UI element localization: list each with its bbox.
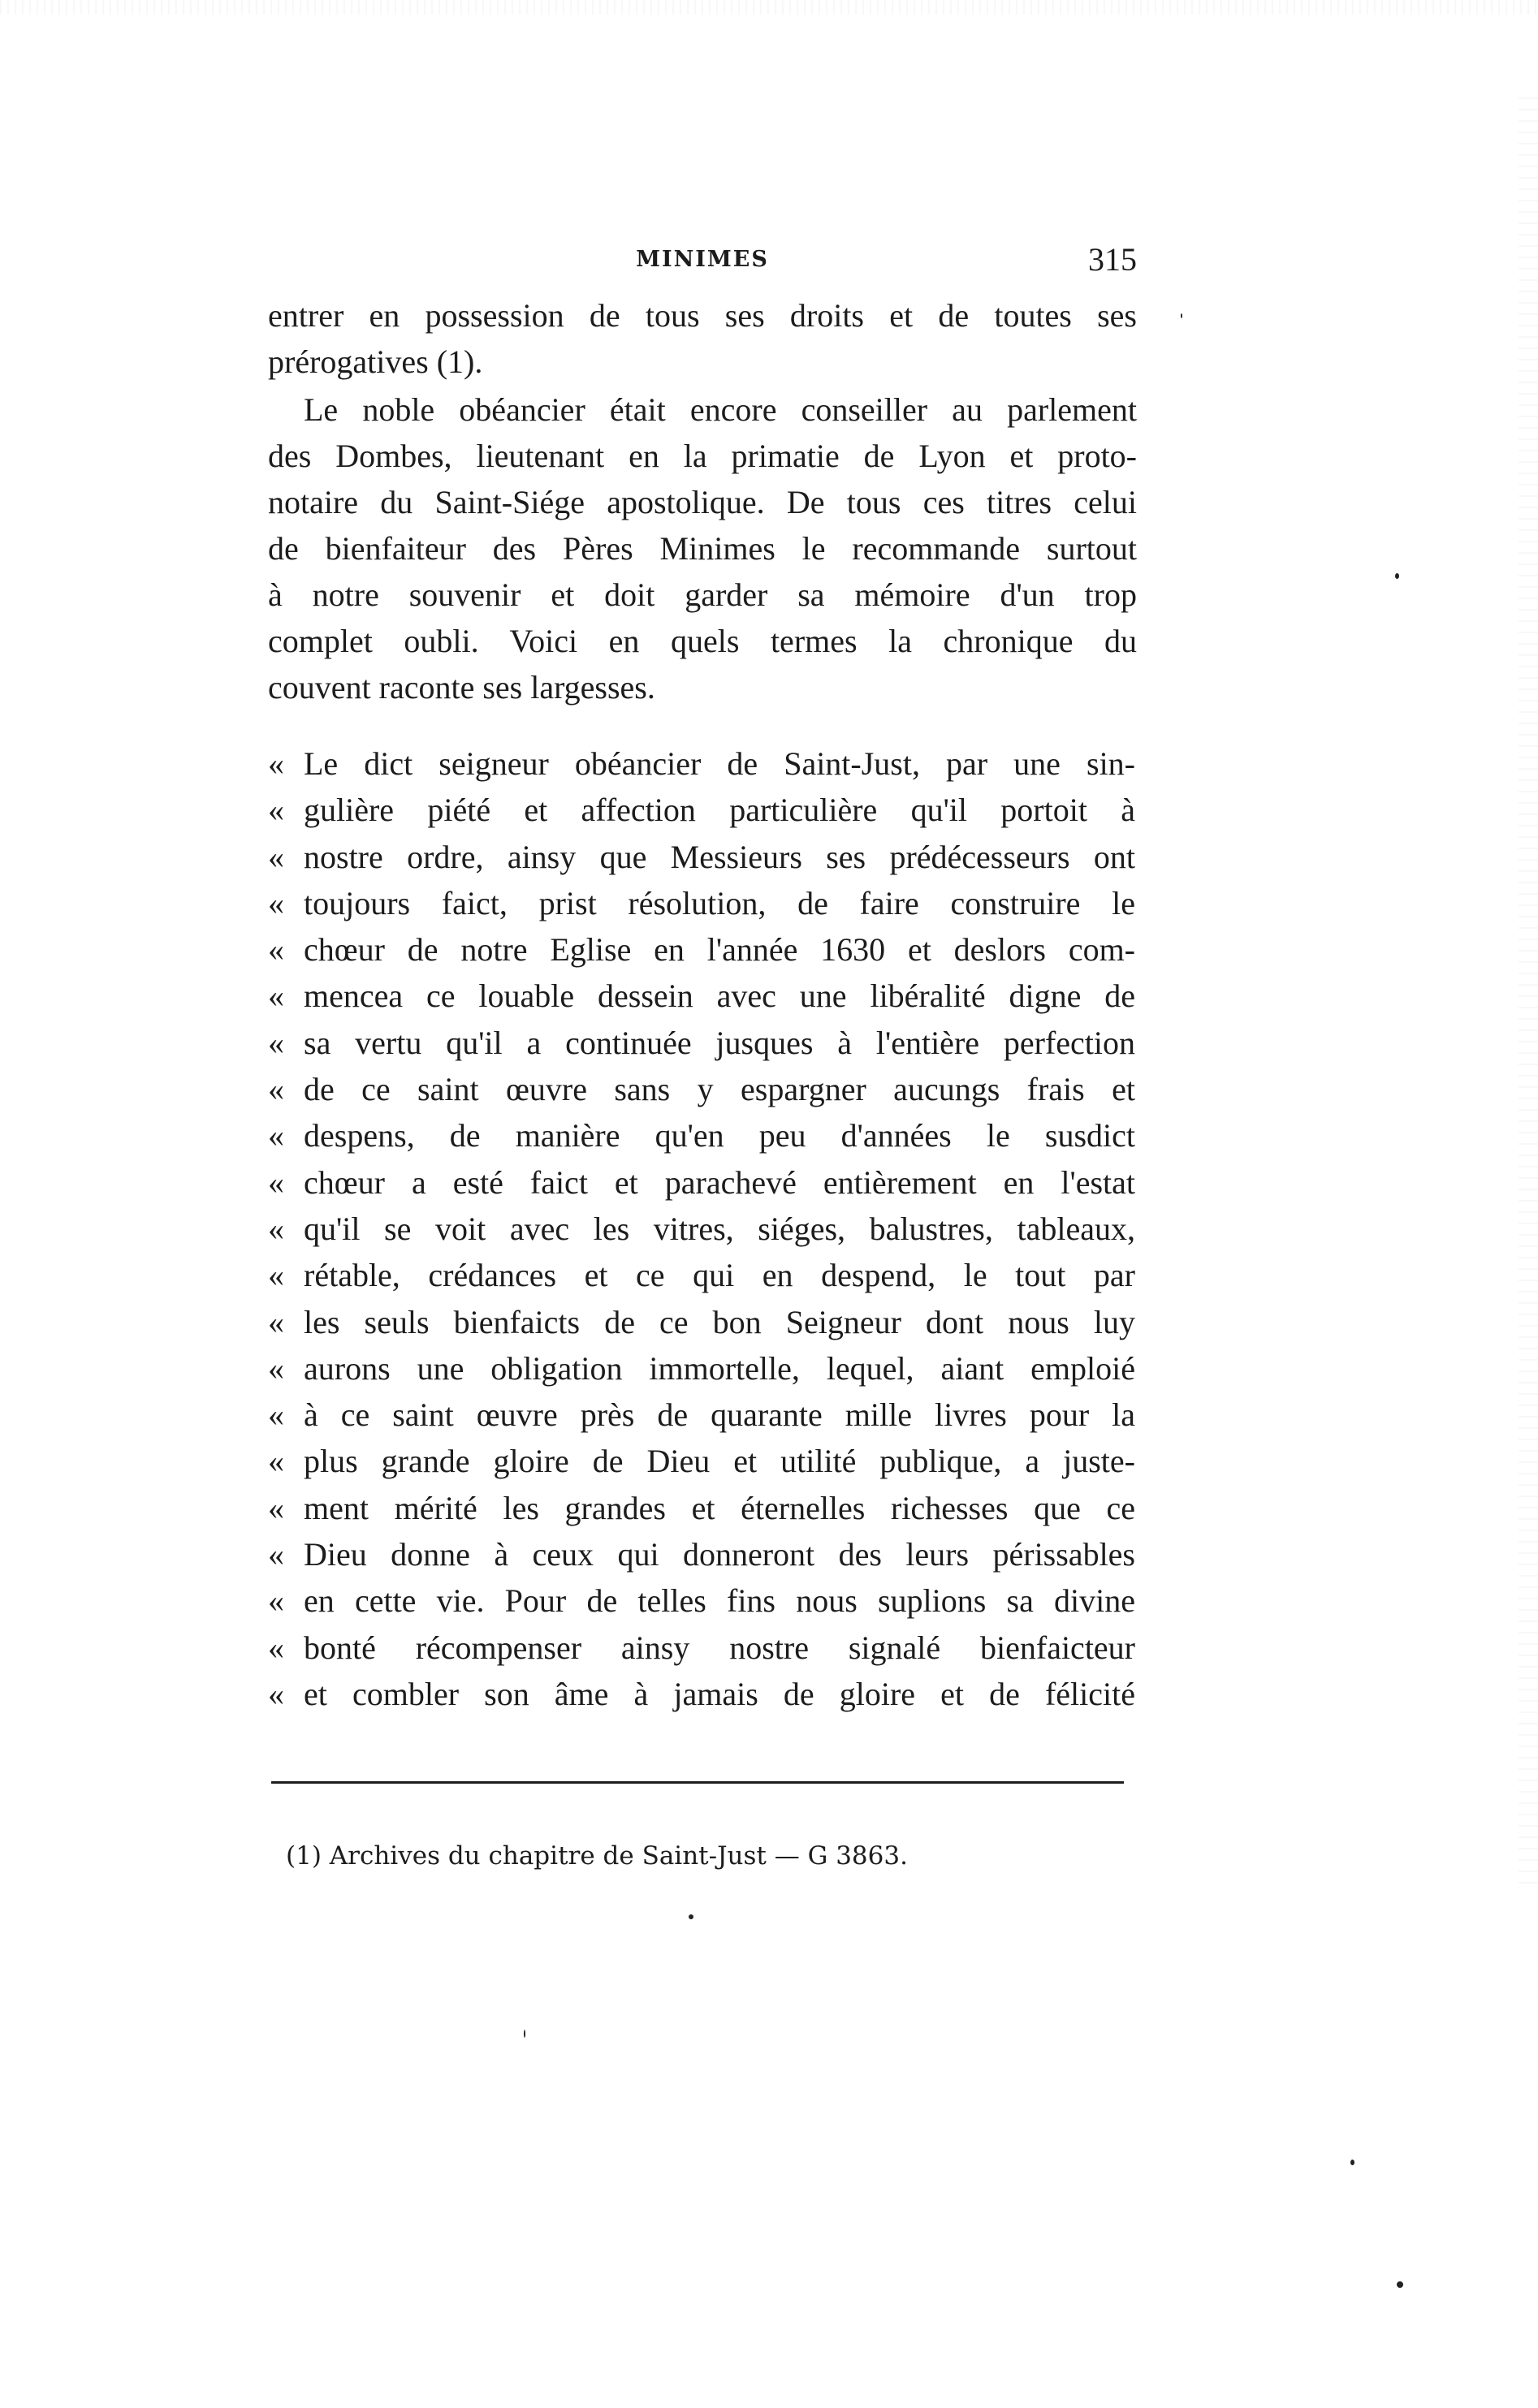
guillemet: « (268, 1396, 284, 1434)
quote-line (268, 740, 1137, 787)
quote-text: et combler son âme à jamais de gloire et de félicité (304, 1675, 1135, 1712)
quote-line (268, 1206, 1137, 1252)
text-line: prérogatives (1). (268, 343, 483, 380)
quote-line (268, 1438, 1137, 1484)
guillemet: « (268, 931, 284, 969)
text-line: de bienfaiteur des Pères Minimes le recommande surtout (268, 530, 1137, 567)
quote-text: Le dict seigneur obéancier de Saint-Just, par une sin- (304, 745, 1135, 782)
quote-line (268, 1066, 1137, 1112)
guillemet: « (268, 1582, 284, 1620)
quote-text: plus grande gloire de Dieu et utilité publique, a juste- (304, 1443, 1135, 1480)
guillemet: « (268, 1024, 284, 1061)
quotation-block (268, 740, 1137, 1717)
quote-text: de ce saint œuvre sans y espargner aucungs frais et (304, 1071, 1135, 1108)
quote-line (268, 1485, 1137, 1531)
quote-line (268, 1531, 1137, 1577)
quote-text: en cette vie. Pour de telles fins nous suplions sa divine (304, 1582, 1135, 1620)
quote-line (268, 1020, 1137, 1066)
guillemet: « (268, 838, 284, 875)
quote-text: chœur a esté faict et parachevé entièrement en l'estat (304, 1163, 1135, 1201)
guillemet: « (268, 1210, 284, 1247)
quote-text: rétable, crédances et ce qui en despend, le tout par (304, 1257, 1135, 1294)
quote-text: nostre ordre, ainsy que Messieurs ses prédécesseurs ont (304, 838, 1135, 875)
guillemet: « (268, 1489, 284, 1526)
quote-line (268, 1345, 1137, 1392)
footnote: (1) Archives du chapitre de Saint-Just — G 3863. (286, 1841, 908, 1871)
guillemet: « (268, 1117, 284, 1154)
quote-line (268, 1299, 1137, 1345)
quote-text: toujours faict, prist résolution, de faire construire le (304, 884, 1135, 921)
quote-text: Dieu donne à ceux qui donneront des leurs périssables (304, 1536, 1135, 1573)
text-line: à notre souvenir et doit garder sa mémoire d'un trop (268, 576, 1137, 613)
quote-line (268, 1392, 1137, 1438)
scan-speck (1397, 2281, 1403, 2288)
quote-line (268, 1112, 1137, 1159)
quote-line (268, 1159, 1137, 1206)
quote-text: sa vertu qu'il a continuée jusques à l'entière perfection (304, 1024, 1135, 1061)
scan-speck (524, 2030, 525, 2038)
scan-edge-noise-right (1519, 97, 1538, 1884)
quote-text: mencea ce louable dessein avec une libéralité digne de (304, 977, 1135, 1015)
guillemet: « (268, 1536, 284, 1573)
quote-line (268, 880, 1137, 926)
text-line: notaire du Saint-Siége apostolique. De tous ces titres celui (268, 484, 1137, 520)
text-line: entrer en possession de tous ses droits et de toutes ses (268, 297, 1137, 334)
text-line: complet oubli. Voici en quels termes la chronique du (268, 623, 1137, 659)
guillemet: « (268, 977, 284, 1015)
guillemet: « (268, 884, 284, 921)
footnote-rule (271, 1781, 1124, 1784)
quote-line (268, 1252, 1137, 1298)
text-line: Le noble obéancier était encore conseiller au parlement (304, 391, 1137, 428)
scan-edge-noise-top (0, 0, 1538, 15)
guillemet: « (268, 1071, 284, 1108)
scan-speck (1181, 313, 1182, 318)
guillemet: « (268, 1629, 284, 1666)
quote-line (268, 834, 1137, 880)
quote-line (268, 973, 1137, 1019)
guillemet: « (268, 1349, 284, 1387)
guillemet: « (268, 792, 284, 829)
scan-speck (1350, 2160, 1354, 2165)
guillemet: « (268, 1257, 284, 1294)
text-line: des Dombes, lieutenant en la primatie de Lyon et proto- (268, 438, 1137, 474)
running-title: MINIMES (636, 247, 769, 272)
paragraph-2 (268, 386, 1137, 710)
quote-text: à ce saint œuvre près de quarante mille livres pour la (304, 1396, 1135, 1434)
running-head (268, 240, 1137, 281)
quote-line (268, 787, 1137, 833)
guillemet: « (268, 1303, 284, 1340)
quote-text: qu'il se voit avec les vitres, siéges, balustres, tableaux, (304, 1210, 1135, 1247)
quote-line (268, 926, 1137, 973)
quote-line (268, 1625, 1137, 1671)
quote-text: les seuls bienfaicts de ce bon Seigneur dont nous luy (304, 1303, 1135, 1340)
quote-line (268, 1671, 1137, 1717)
paragraph-1 (268, 292, 1137, 385)
quote-text: chœur de notre Eglise en l'année 1630 et deslors com- (304, 931, 1135, 969)
quote-text: despens, de manière qu'en peu d'années le susdict (304, 1117, 1135, 1154)
text-line: couvent raconte ses largesses. (268, 669, 655, 706)
page-number: 315 (1088, 241, 1137, 278)
quote-text: bonté récompenser ainsy nostre signalé bienfaicteur (304, 1629, 1135, 1666)
scan-speck (1395, 573, 1399, 579)
quote-text: gulière piété et affection particulière qu'il portoit à (304, 792, 1135, 829)
scan-speck (689, 1914, 693, 1919)
guillemet: « (268, 1443, 284, 1480)
quote-line (268, 1577, 1137, 1624)
guillemet: « (268, 1163, 284, 1201)
quote-text: ment mérité les grandes et éternelles richesses que ce (304, 1489, 1135, 1526)
guillemet: « (268, 1675, 284, 1712)
quote-text: aurons une obligation immortelle, lequel, aiant emploié (304, 1349, 1135, 1387)
guillemet: « (268, 745, 284, 782)
